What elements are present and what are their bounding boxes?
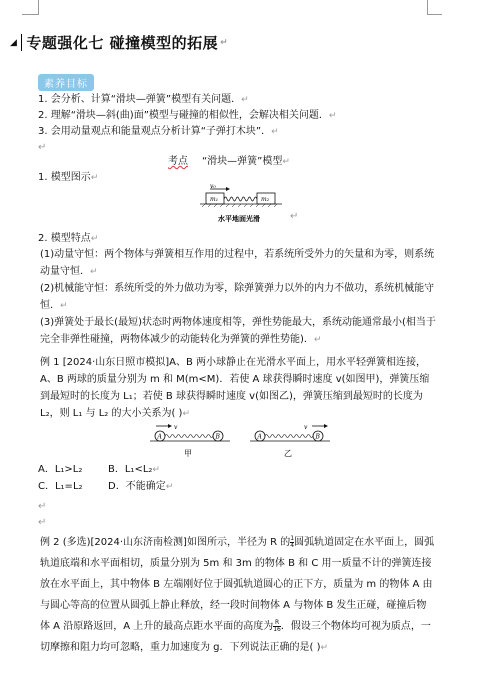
ball-b-label: B — [315, 433, 320, 441]
velocity-arrowhead — [226, 187, 230, 191]
feature-item-1: (1)动量守恒：两个物体与弹簧相互作用的过程中，若系统所受外力的矢量和为零，则系统动量守恒．↵ — [40, 249, 435, 277]
kaodian-heading: 考点 “滑块—弹簧”模型↵ — [168, 156, 290, 167]
ball-b-label: B — [215, 433, 220, 441]
spring-block-diagram — [200, 183, 290, 229]
diagram-caption: 水平地面光滑 — [218, 215, 260, 223]
m2-label: m₂ — [261, 196, 270, 203]
option-c: C．L₁=L₂ — [38, 481, 83, 492]
title-text: 专题强化七 碰撞模型的拓展 — [26, 34, 219, 52]
velocity-arrowhead — [168, 424, 172, 428]
empty-paragraph-mark: ↵ — [38, 517, 47, 528]
goal-item-3: 3. 会用动量观点和能量观点分析计算“子弹打木块”．↵ — [38, 126, 279, 137]
page-title — [10, 32, 228, 53]
collapse-triangle-icon[interactable]: ◢ — [10, 37, 18, 48]
empty-paragraph-mark: ↵ — [38, 501, 47, 512]
ground-hatch — [202, 204, 277, 207]
features-heading: 2. 模型特点↵ — [38, 233, 99, 244]
m1-label: m₁ — [210, 196, 219, 203]
spring — [265, 435, 313, 438]
paragraph-mark-icon: ↵ — [290, 211, 299, 222]
option-d: D．不能确定↵ — [108, 481, 174, 492]
figure-yi-label: 乙 — [284, 449, 292, 458]
v-label: v — [304, 424, 308, 431]
feature-item-3: (3)弹簧处于最长(最短)状态时两物体速度相等，弹性势能最大，系统动能通常最小(相当于完全非弹性碰撞，两物体减少的动能转化为弹簧的弹性势能)．↵ — [40, 317, 436, 345]
v-label: v — [174, 424, 178, 431]
fraction-one-quarter: $\frac{1}{4}$ — [290, 534, 295, 549]
goals-badge: 素养目标 — [38, 74, 94, 91]
spring — [224, 197, 257, 201]
text-cursor — [21, 34, 22, 51]
example-2-text: 例 2 (多选)[2024·山东济南检测]如图所示，半径为 R 的 $\frac{1}{4}$ 圆弧轨道固定在水平面上，圆弧轨道底端和水平面相切，质量分别为 5m 和 3m 的物体 B 和 C 用一质量不计的弹簧连接放在水平面上，其中物体 B 左端刚好位于圆弧轨道圆心的正下方，质量为 m 的物体 A 由与圆心等高的位置从圆弧上静止释放，经一段时间物体 A 与物体 B 发生正碰，碰撞后物体 A 沿原路返回，A 上升的最高点距水平面的高度为 $\frac{R}{16}$ ．假设三个物体均可视为质点，一切摩擦和阻力均可忽略，重力加速度为 g．下列说法正确的是( )↵ — [40, 534, 435, 653]
feature-item-2: (2)机械能守恒：系统所受的外力做功为零，除弹簧弹力以外的内力不做功，系统机械能守恒．↵ — [40, 283, 435, 311]
figure-jia — [148, 423, 232, 459]
paragraph-mark-icon: ↵ — [220, 37, 229, 48]
example-1-text: 例 1 [2024·山东日照市模拟]A、B 两小球静止在光滑水平面上，用水平轻弹簧相连接，A、B 两球的质量分别为 m 和 M(m<M)．若使 A 球获得瞬时速度 v(如图甲)，弹簧压缩到最短时的长度为 L₁；若使 B 球获得瞬时速度 v(如图乙)，弹簧压缩到最短时的长度为 L₂，则 L₁ 与 L₂ 的大小关系为( )↵ — [40, 357, 430, 419]
velocity-arrowhead — [324, 424, 328, 428]
fraction-r-over-16: $\frac{R}{16}$ — [273, 618, 281, 633]
crop-mark-top-left — [22, 0, 39, 15]
model-diagram-heading: 1. 模型图示↵ — [38, 172, 99, 183]
figure-yi — [248, 423, 332, 459]
ball-a-label: A — [157, 433, 162, 441]
crop-mark-top-right — [427, 0, 442, 15]
option-b: B．L₁<L₂↵ — [108, 464, 160, 475]
v0-label: v₀ — [210, 183, 216, 190]
figure-jia-label: 甲 — [184, 449, 192, 458]
empty-paragraph-mark: ↵ — [38, 142, 47, 153]
spring — [165, 435, 213, 438]
ball-a-label: A — [257, 433, 262, 441]
option-a: A．L₁>L₂ — [38, 464, 83, 475]
goal-item-1: 1. 会分析、计算“滑块—弹簧”模型有关问题．↵ — [38, 94, 249, 105]
goal-item-2: 2. 理解“滑块—斜(曲)面”模型与碰撞的相似性，会解决相关问题．↵ — [38, 110, 337, 121]
